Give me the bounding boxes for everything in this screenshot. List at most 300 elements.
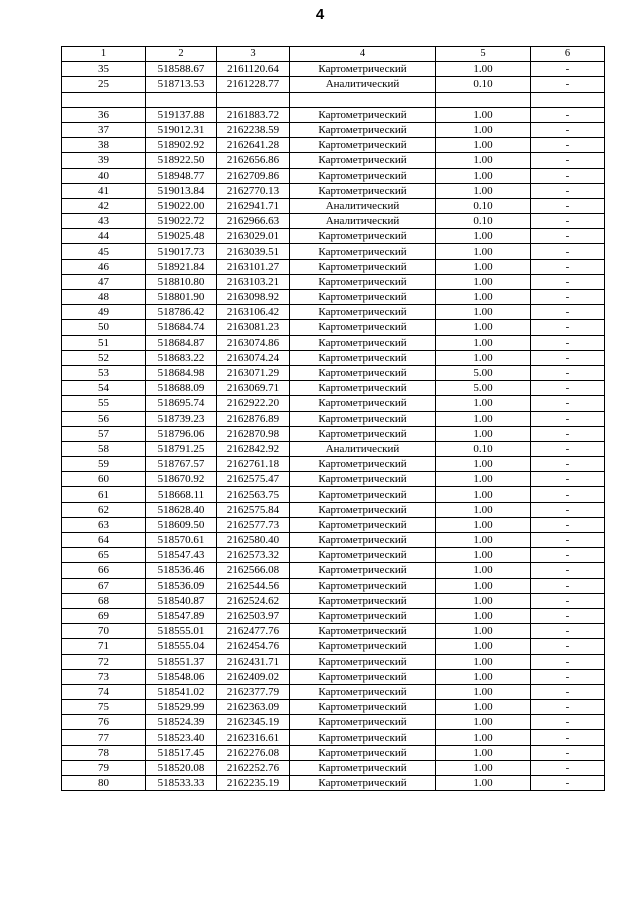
table-cell: 1.00 [436, 274, 531, 289]
table-cell: 57 [62, 426, 146, 441]
table-cell: Картометрический [290, 274, 436, 289]
table-cell: 518529.99 [146, 700, 217, 715]
table-cell: - [531, 244, 605, 259]
table-row [62, 517, 605, 532]
table-cell: 0.10 [436, 214, 531, 229]
page-number: 4 [315, 6, 325, 23]
table-row [62, 365, 605, 380]
table-cell: 518540.87 [146, 593, 217, 608]
table-cell: 41 [62, 183, 146, 198]
table-row [62, 472, 605, 487]
table-cell: 44 [62, 229, 146, 244]
table-cell: 2162876.89 [217, 411, 290, 426]
table-row [62, 441, 605, 456]
table-cell: Картометрический [290, 700, 436, 715]
table-row [62, 214, 605, 229]
table-cell: 2162566.08 [217, 563, 290, 578]
table-row [62, 715, 605, 730]
table-cell: 0.10 [436, 77, 531, 92]
table-cell: 1.00 [436, 153, 531, 168]
table-cell: 2162431.71 [217, 654, 290, 669]
table-cell: 518767.57 [146, 457, 217, 472]
table-cell: - [531, 502, 605, 517]
table-cell: - [531, 198, 605, 213]
table-cell: 2162709.86 [217, 168, 290, 183]
table-cell: 518810.80 [146, 274, 217, 289]
table-cell: Аналитический [290, 198, 436, 213]
table-cell: 58 [62, 441, 146, 456]
table-cell: 2163101.27 [217, 259, 290, 274]
table-cell: Картометрический [290, 426, 436, 441]
coordinates-table [61, 46, 605, 791]
table-cell: 518555.01 [146, 624, 217, 639]
table-cell: 2162503.97 [217, 608, 290, 623]
table-cell: 43 [62, 214, 146, 229]
table-row [62, 229, 605, 244]
table-cell: 2162575.84 [217, 502, 290, 517]
table-cell [290, 92, 436, 107]
table-cell: 518786.42 [146, 305, 217, 320]
table-cell: Картометрический [290, 578, 436, 593]
table-row [62, 122, 605, 137]
table-row [62, 730, 605, 745]
table-cell: Картометрический [290, 548, 436, 563]
table-cell: 2162377.79 [217, 684, 290, 699]
table-cell: Картометрический [290, 153, 436, 168]
table-cell: - [531, 654, 605, 669]
table-row [62, 578, 605, 593]
table-row [62, 244, 605, 259]
table-cell: 36 [62, 107, 146, 122]
table-cell: 1.00 [436, 715, 531, 730]
table-cell: 2162563.75 [217, 487, 290, 502]
table-cell: - [531, 335, 605, 350]
table-cell: 518536.46 [146, 563, 217, 578]
table-cell: 1.00 [436, 107, 531, 122]
table-cell: Картометрический [290, 335, 436, 350]
column-header: 2 [146, 47, 217, 62]
table-cell: 59 [62, 457, 146, 472]
table-cell: 1.00 [436, 350, 531, 365]
table-cell: Картометрический [290, 138, 436, 153]
table-cell: 79 [62, 760, 146, 775]
column-header: 5 [436, 47, 531, 62]
table-cell: 5.00 [436, 381, 531, 396]
table-cell: 2162575.47 [217, 472, 290, 487]
table-cell: 518548.06 [146, 669, 217, 684]
table-cell: 1.00 [436, 335, 531, 350]
table-row [62, 654, 605, 669]
table-cell: 518948.77 [146, 168, 217, 183]
table-row [62, 396, 605, 411]
table-cell: 2163071.29 [217, 365, 290, 380]
table-cell [217, 92, 290, 107]
table-cell: - [531, 168, 605, 183]
table-cell: - [531, 396, 605, 411]
table-cell: - [531, 350, 605, 365]
table-cell: 2161120.64 [217, 62, 290, 77]
table-cell: 2162454.76 [217, 639, 290, 654]
table-cell: 2162477.76 [217, 624, 290, 639]
table-cell: 1.00 [436, 122, 531, 137]
table-cell: - [531, 107, 605, 122]
table-cell: 518791.25 [146, 441, 217, 456]
table-cell: Картометрический [290, 259, 436, 274]
table-cell: Картометрический [290, 350, 436, 365]
table-cell: 518668.11 [146, 487, 217, 502]
table-row [62, 745, 605, 760]
table-cell: 80 [62, 776, 146, 791]
table-cell: Картометрический [290, 107, 436, 122]
table-row [62, 320, 605, 335]
table-cell: 1.00 [436, 168, 531, 183]
table-cell: Картометрический [290, 411, 436, 426]
table-cell: 2162276.08 [217, 745, 290, 760]
table-cell: 2162316.61 [217, 730, 290, 745]
table-cell: 2162656.86 [217, 153, 290, 168]
table-cell: 2162641.28 [217, 138, 290, 153]
table-cell: Картометрический [290, 487, 436, 502]
table-cell: 518739.23 [146, 411, 217, 426]
table-cell: 2162577.73 [217, 517, 290, 532]
table-cell: 64 [62, 533, 146, 548]
table-cell: 518796.06 [146, 426, 217, 441]
table-cell: 2161883.72 [217, 107, 290, 122]
table-cell: 2162524.62 [217, 593, 290, 608]
table-cell: - [531, 320, 605, 335]
table-cell: - [531, 426, 605, 441]
table-cell: 1.00 [436, 684, 531, 699]
table-cell: Картометрический [290, 639, 436, 654]
table-cell: - [531, 214, 605, 229]
table-cell: 2162544.56 [217, 578, 290, 593]
table-cell: 1.00 [436, 457, 531, 472]
table-cell: 50 [62, 320, 146, 335]
table-cell: 2162252.76 [217, 760, 290, 775]
table-cell: 1.00 [436, 411, 531, 426]
table-cell: Картометрический [290, 168, 436, 183]
table-row [62, 183, 605, 198]
table-cell: - [531, 183, 605, 198]
table-cell: Картометрический [290, 608, 436, 623]
table-cell: 2162770.13 [217, 183, 290, 198]
table-cell [146, 92, 217, 107]
table-cell: 1.00 [436, 426, 531, 441]
table-cell: 45 [62, 244, 146, 259]
table-cell: Картометрический [290, 502, 436, 517]
table-cell: 518801.90 [146, 290, 217, 305]
table-cell: - [531, 259, 605, 274]
table-cell: 2163074.86 [217, 335, 290, 350]
table-cell: 2162870.98 [217, 426, 290, 441]
table-cell: 70 [62, 624, 146, 639]
table-cell: 519137.88 [146, 107, 217, 122]
table-cell: 2162345.19 [217, 715, 290, 730]
table-cell: - [531, 715, 605, 730]
table-cell: Картометрический [290, 320, 436, 335]
table-cell: 53 [62, 365, 146, 380]
table-row [62, 138, 605, 153]
table-cell: - [531, 138, 605, 153]
table-cell: 1.00 [436, 745, 531, 760]
table-cell [436, 92, 531, 107]
table-cell: 74 [62, 684, 146, 699]
table-cell: 518684.74 [146, 320, 217, 335]
table-cell: 60 [62, 472, 146, 487]
table-cell: Картометрический [290, 244, 436, 259]
table-cell: 1.00 [436, 654, 531, 669]
table-cell: 2163081.23 [217, 320, 290, 335]
table-cell: - [531, 730, 605, 745]
table-row [62, 563, 605, 578]
table-body [62, 47, 605, 791]
table-row [62, 502, 605, 517]
table-cell: - [531, 624, 605, 639]
table-cell: 518628.40 [146, 502, 217, 517]
table-cell: 518609.50 [146, 517, 217, 532]
table-cell: 0.10 [436, 441, 531, 456]
table-cell: 519022.72 [146, 214, 217, 229]
table-cell: 0.10 [436, 198, 531, 213]
table-cell: 42 [62, 198, 146, 213]
table-cell: 73 [62, 669, 146, 684]
table-cell: 2162580.40 [217, 533, 290, 548]
table-row [62, 776, 605, 791]
table-cell: - [531, 517, 605, 532]
table-cell: 2162363.09 [217, 700, 290, 715]
table-cell: 2162409.02 [217, 669, 290, 684]
table-cell: 2161228.77 [217, 77, 290, 92]
table-cell: 1.00 [436, 578, 531, 593]
table-cell: 2162235.19 [217, 776, 290, 791]
table-header-row [62, 47, 605, 62]
table-cell: Картометрический [290, 776, 436, 791]
table-cell: 1.00 [436, 608, 531, 623]
column-header: 3 [217, 47, 290, 62]
table-row [62, 684, 605, 699]
table-cell: 518684.98 [146, 365, 217, 380]
table-cell: 518524.39 [146, 715, 217, 730]
table-cell: - [531, 441, 605, 456]
table-row [62, 487, 605, 502]
table-cell: 63 [62, 517, 146, 532]
table-cell: Картометрический [290, 563, 436, 578]
table-cell: 1.00 [436, 563, 531, 578]
table-cell: Картометрический [290, 593, 436, 608]
table-cell: Картометрический [290, 472, 436, 487]
column-header: 6 [531, 47, 605, 62]
table-cell: 2162761.18 [217, 457, 290, 472]
table-cell: - [531, 274, 605, 289]
table-cell: 518555.04 [146, 639, 217, 654]
table-cell: 2163039.51 [217, 244, 290, 259]
table-row [62, 381, 605, 396]
table-cell: - [531, 593, 605, 608]
table-cell: 518695.74 [146, 396, 217, 411]
table-row [62, 457, 605, 472]
table-cell: 54 [62, 381, 146, 396]
table-cell: Картометрический [290, 183, 436, 198]
table-cell: 518902.92 [146, 138, 217, 153]
table-cell: 2162966.63 [217, 214, 290, 229]
table-cell: - [531, 457, 605, 472]
table-cell: 1.00 [436, 259, 531, 274]
table-cell: - [531, 381, 605, 396]
table-row [62, 426, 605, 441]
table-cell: 1.00 [436, 533, 531, 548]
table-cell: 38 [62, 138, 146, 153]
table-cell: 2162842.92 [217, 441, 290, 456]
table-row [62, 305, 605, 320]
table-cell: 518551.37 [146, 654, 217, 669]
table-cell: 518921.84 [146, 259, 217, 274]
table-cell: 2163106.42 [217, 305, 290, 320]
table-cell: 2163074.24 [217, 350, 290, 365]
table-cell: 2162922.20 [217, 396, 290, 411]
table-cell: 76 [62, 715, 146, 730]
table-cell: 1.00 [436, 290, 531, 305]
table-row [62, 274, 605, 289]
table-cell: 48 [62, 290, 146, 305]
table-cell: 1.00 [436, 548, 531, 563]
table-row [62, 259, 605, 274]
table-cell: Картометрический [290, 290, 436, 305]
table-cell: 518683.22 [146, 350, 217, 365]
table-cell: - [531, 305, 605, 320]
table-cell: 518517.45 [146, 745, 217, 760]
table-row [62, 168, 605, 183]
table-cell: 519017.73 [146, 244, 217, 259]
table-cell: 518520.08 [146, 760, 217, 775]
table-cell: - [531, 700, 605, 715]
table-row [62, 62, 605, 77]
table-cell: 518547.43 [146, 548, 217, 563]
table-cell: 2163103.21 [217, 274, 290, 289]
table-cell: 518670.92 [146, 472, 217, 487]
table-cell: - [531, 365, 605, 380]
table-cell: 46 [62, 259, 146, 274]
table-cell: 518523.40 [146, 730, 217, 745]
table-cell: 1.00 [436, 487, 531, 502]
table-row [62, 624, 605, 639]
table-cell: 49 [62, 305, 146, 320]
table-cell: - [531, 578, 605, 593]
table-row [62, 669, 605, 684]
table-cell [62, 92, 146, 107]
table-cell: 39 [62, 153, 146, 168]
table-row [62, 548, 605, 563]
table-row [62, 608, 605, 623]
table-cell: 518713.53 [146, 77, 217, 92]
table-cell: 1.00 [436, 730, 531, 745]
table-cell: 1.00 [436, 669, 531, 684]
table-cell: 1.00 [436, 138, 531, 153]
table-cell: 1.00 [436, 517, 531, 532]
table-cell: 25 [62, 77, 146, 92]
table-cell: Картометрический [290, 715, 436, 730]
table-row [62, 639, 605, 654]
table-cell: 2162573.32 [217, 548, 290, 563]
table-cell: 1.00 [436, 593, 531, 608]
table-cell: 66 [62, 563, 146, 578]
table-cell: 37 [62, 122, 146, 137]
table-cell: 61 [62, 487, 146, 502]
table-cell: Картометрический [290, 745, 436, 760]
table-cell: 1.00 [436, 472, 531, 487]
table-cell: 1.00 [436, 62, 531, 77]
table-cell: 56 [62, 411, 146, 426]
table-cell: 1.00 [436, 760, 531, 775]
table-cell: 2162238.59 [217, 122, 290, 137]
table-cell: - [531, 745, 605, 760]
table-row [62, 411, 605, 426]
table-cell: Аналитический [290, 441, 436, 456]
table-cell: - [531, 62, 605, 77]
table-cell: - [531, 563, 605, 578]
table-cell: 52 [62, 350, 146, 365]
table-cell: 2163029.01 [217, 229, 290, 244]
table-cell: 1.00 [436, 244, 531, 259]
table-cell: 518684.87 [146, 335, 217, 350]
table-cell: Аналитический [290, 214, 436, 229]
table-cell: 1.00 [436, 396, 531, 411]
table-cell: 77 [62, 730, 146, 745]
table-cell: - [531, 153, 605, 168]
table-cell: 1.00 [436, 700, 531, 715]
table-cell: 75 [62, 700, 146, 715]
table-row [62, 107, 605, 122]
table-cell: - [531, 77, 605, 92]
table-cell: - [531, 608, 605, 623]
table-cell: Картометрический [290, 396, 436, 411]
table-cell: 1.00 [436, 502, 531, 517]
table-cell: Картометрический [290, 533, 436, 548]
table-cell: 5.00 [436, 365, 531, 380]
table-cell: 62 [62, 502, 146, 517]
table-cell: 519013.84 [146, 183, 217, 198]
table-cell: - [531, 411, 605, 426]
table-row [62, 92, 605, 107]
table-cell: 1.00 [436, 639, 531, 654]
table-cell: 519012.31 [146, 122, 217, 137]
table-row [62, 350, 605, 365]
table-cell: 51 [62, 335, 146, 350]
table-cell: 68 [62, 593, 146, 608]
table-cell: - [531, 472, 605, 487]
table-cell: 40 [62, 168, 146, 183]
table-cell: Картометрический [290, 654, 436, 669]
table-cell: Картометрический [290, 669, 436, 684]
table-cell: - [531, 639, 605, 654]
table-cell: 71 [62, 639, 146, 654]
table-cell: 1.00 [436, 305, 531, 320]
table-cell: Картометрический [290, 381, 436, 396]
table-row [62, 335, 605, 350]
table-cell: 1.00 [436, 624, 531, 639]
table-cell: 1.00 [436, 183, 531, 198]
table-cell: 35 [62, 62, 146, 77]
table-cell: 518533.33 [146, 776, 217, 791]
table-cell: 2162941.71 [217, 198, 290, 213]
table-cell: Аналитический [290, 77, 436, 92]
table-cell: - [531, 229, 605, 244]
table-cell: 1.00 [436, 229, 531, 244]
table-cell: 78 [62, 745, 146, 760]
table-cell: 2163098.92 [217, 290, 290, 305]
table-cell: 2163069.71 [217, 381, 290, 396]
table-row [62, 760, 605, 775]
column-header: 4 [290, 47, 436, 62]
